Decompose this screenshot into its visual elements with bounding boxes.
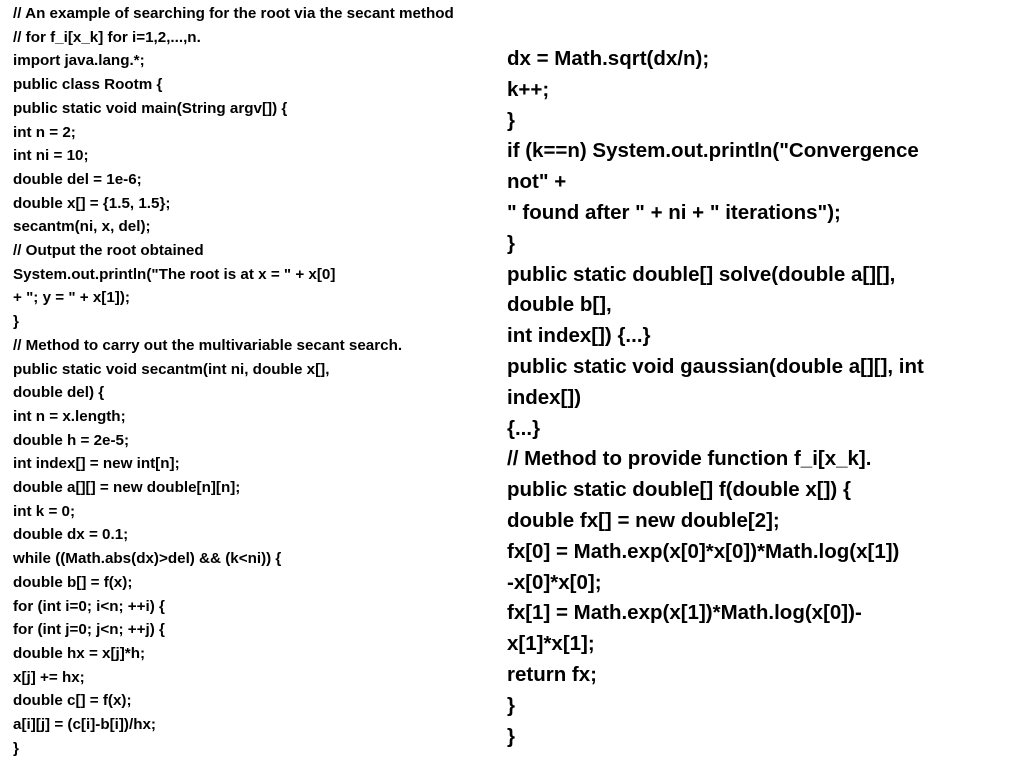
code-line: double hx = x[j]*h; [13,644,146,662]
code-line: a[i][j] = (c[i]-b[i])/hx; [13,716,156,734]
code-line: int n = 2; [13,123,76,141]
code-line: import java.lang.*; [13,52,145,70]
code-line: public static void gaussian(double a[][], int [507,354,924,378]
code-line: not" + [507,170,567,194]
code-line: index[]) [507,385,582,409]
code-line: double del) { [13,384,105,402]
code-line: public class Rootm { [13,76,163,94]
code-line: return fx; [507,662,597,686]
code-line: for (int i=0; i<n; ++i) { [13,597,165,615]
code-line: double b[] = f(x); [13,573,133,591]
code-line: for (int j=0; j<n; ++j) { [13,621,165,639]
code-line: } [507,108,515,132]
left-code-column [13,2,513,761]
code-line: " found after " + ni + " iterations"); [507,200,841,224]
code-line: if (k==n) System.out.println("Convergence [507,139,919,163]
code-line: int index[] = new int[n]; [13,455,180,473]
code-line: public static void main(String argv[]) { [13,99,288,117]
code-line: // An example of searching for the root via the secant method [13,5,454,22]
code-line: k++; [507,77,550,101]
right-code-column [507,44,1012,752]
code-line: double h = 2e-5; [13,431,130,449]
code-line: x[1]*x[1]; [507,632,595,656]
code-line: // for f_i[x_k] for i=1,2,...,n. [13,28,201,46]
code-line: fx[0] = Math.exp(x[0]*x[0])*Math.log(x[1]) [507,539,900,563]
code-line: double del = 1e-6; [13,170,142,188]
code-line: {...} [507,416,541,440]
code-line: int ni = 10; [13,147,89,165]
code-line: } [507,693,515,717]
code-line: // Method to provide function f_i[x_k]. [507,447,872,471]
code-line: while ((Math.abs(dx)>del) && (k<ni)) { [13,550,282,568]
code-line: double fx[] = new double[2]; [507,508,780,532]
code-line: System.out.println("The root is at x = " + x[0] [13,265,336,283]
code-line: -x[0]*x[0]; [507,570,602,594]
code-line: } [507,231,515,255]
code-line: double b[], [507,293,612,317]
code-line: int n = x.length; [13,407,126,425]
code-line: public static double[] solve(double a[][], [507,262,896,286]
code-line: dx = Math.sqrt(dx/n); [507,47,710,70]
code-line: x[j] += hx; [13,668,85,686]
code-line: } [13,313,19,331]
code-line: public static double[] f(double x[]) { [507,478,851,502]
code-line: double dx = 0.1; [13,526,129,544]
code-line: } [13,739,19,757]
code-line: } [507,724,515,748]
code-line: double a[][] = new double[n][n]; [13,479,241,497]
code-line: public static void secantm(int ni, double x[], [13,360,330,378]
code-line: double c[] = f(x); [13,692,132,710]
code-line: double x[] = {1.5, 1.5}; [13,194,171,212]
code-line: fx[1] = Math.exp(x[1])*Math.log(x[0])- [507,601,862,625]
code-line: secantm(ni, x, del); [13,218,151,236]
code-line: + "; y = " + x[1]); [13,289,130,307]
code-line: // Method to carry out the multivariable secant search. [13,336,403,354]
code-line: int index[]) {...} [507,324,651,348]
code-line: int k = 0; [13,502,76,520]
code-line: // Output the root obtained [13,242,204,260]
